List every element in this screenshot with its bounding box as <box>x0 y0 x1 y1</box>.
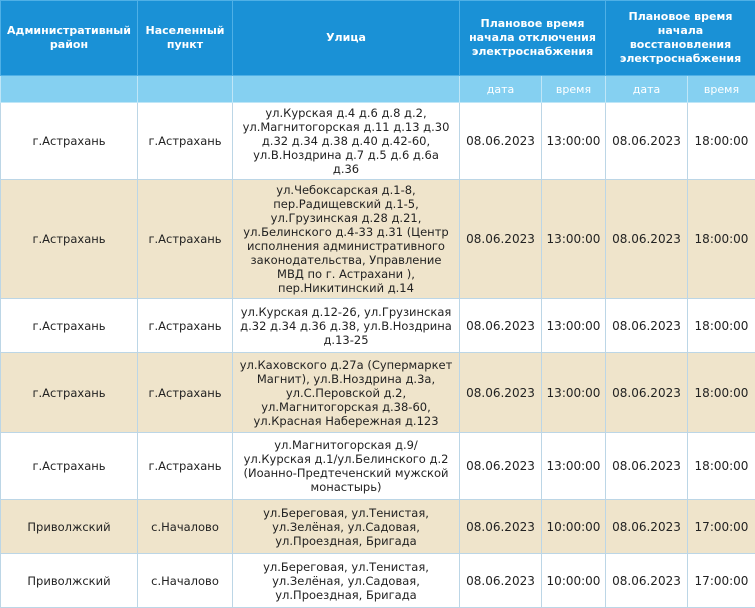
cell-district: г.Астрахань <box>1 103 138 180</box>
cell-off-time: 13:00:00 <box>542 299 606 353</box>
cell-street: ул.Курская д.12-26, ул.Грузинская д.32 д.34 д.36 д.38, ул.В.Ноздрина д.13-25 <box>233 299 460 353</box>
subheader-empty <box>233 76 460 103</box>
cell-on-date: 08.06.2023 <box>606 353 688 433</box>
cell-district: Приволжский <box>1 554 138 608</box>
table-row <box>1 353 755 433</box>
table-row <box>1 103 755 180</box>
cell-settlement: г.Астрахань <box>138 353 233 433</box>
cell-street: ул.Магнитогорская д.9/ ул.Курская д.1/ул.Белинского д.2 (Иоанно-Предтеченский мужской монастырь) <box>233 433 460 500</box>
cell-on-date: 08.06.2023 <box>606 103 688 180</box>
cell-settlement: г.Астрахань <box>138 103 233 180</box>
cell-on-time: 18:00:00 <box>688 180 755 299</box>
cell-on-time: 17:00:00 <box>688 500 755 554</box>
cell-off-time: 13:00:00 <box>542 353 606 433</box>
cell-on-date: 08.06.2023 <box>606 180 688 299</box>
cell-district: г.Астрахань <box>1 353 138 433</box>
cell-settlement: с.Началово <box>138 500 233 554</box>
cell-off-time: 13:00:00 <box>542 180 606 299</box>
subheader-off-time: время <box>542 76 606 103</box>
subheader-empty <box>1 76 138 103</box>
cell-off-time: 10:00:00 <box>542 500 606 554</box>
cell-street: ул.Береговая, ул.Тенистая, ул.Зелёная, ул.Садовая, ул.Проездная, Бригада <box>233 554 460 608</box>
cell-district: г.Астрахань <box>1 299 138 353</box>
cell-settlement: г.Астрахань <box>138 299 233 353</box>
cell-settlement: г.Астрахань <box>138 180 233 299</box>
column-header-outage-start: Плановое время начала отключения электроснабжения <box>460 1 606 76</box>
cell-district: Приволжский <box>1 500 138 554</box>
cell-off-date: 08.06.2023 <box>460 103 542 180</box>
subheader-off-date: дата <box>460 76 542 103</box>
table-row <box>1 500 755 554</box>
cell-street: ул.Береговая, ул.Тенистая, ул.Зелёная, ул.Садовая, ул.Проездная, Бригада <box>233 500 460 554</box>
cell-off-date: 08.06.2023 <box>460 299 542 353</box>
cell-on-time: 17:00:00 <box>688 554 755 608</box>
table-row <box>1 433 755 500</box>
cell-on-date: 08.06.2023 <box>606 433 688 500</box>
cell-settlement: с.Началово <box>138 554 233 608</box>
table-header <box>1 1 755 103</box>
cell-district: г.Астрахань <box>1 180 138 299</box>
cell-on-time: 18:00:00 <box>688 353 755 433</box>
cell-off-time: 13:00:00 <box>542 433 606 500</box>
cell-district: г.Астрахань <box>1 433 138 500</box>
table-row <box>1 554 755 608</box>
cell-on-time: 18:00:00 <box>688 103 755 180</box>
column-header-district: Административный район <box>1 1 138 76</box>
cell-on-date: 08.06.2023 <box>606 500 688 554</box>
table-row <box>1 180 755 299</box>
cell-off-date: 08.06.2023 <box>460 433 542 500</box>
column-header-restore: Плановое время начала восстановления электроснабжения <box>606 1 755 76</box>
cell-off-date: 08.06.2023 <box>460 180 542 299</box>
cell-off-time: 13:00:00 <box>542 103 606 180</box>
cell-street: ул.Каховского д.27а (Супермаркет Магнит), ул.В.Ноздрина д.3а, ул.С.Перовской д.2, ул.Магнитогорская д.38-60, ул.Красная Набережная д.123 <box>233 353 460 433</box>
cell-off-date: 08.06.2023 <box>460 554 542 608</box>
cell-off-date: 08.06.2023 <box>460 500 542 554</box>
cell-street: ул.Чебоксарская д.1-8, пер.Радищевский д.1-5, ул.Грузинская д.28 д.21, ул.Белинского д.4-33 д.31 (Центр исполнения административного законодательства, Управление МВД по г. Астрахани ), пер.Никитинский д.14 <box>233 180 460 299</box>
subheader-empty <box>138 76 233 103</box>
cell-off-time: 10:00:00 <box>542 554 606 608</box>
table-body <box>1 103 755 608</box>
cell-on-date: 08.06.2023 <box>606 299 688 353</box>
cell-off-date: 08.06.2023 <box>460 353 542 433</box>
cell-street: ул.Курская д.4 д.6 д.8 д.2, ул.Магнитогорская д.11 д.13 д.30 д.32 д.34 д.38 д.40 д.42-60, ул.В.Ноздрина д.7 д.5 д.6 д.6а д.36 <box>233 103 460 180</box>
subheader-on-time: время <box>688 76 755 103</box>
cell-on-time: 18:00:00 <box>688 433 755 500</box>
table-row <box>1 299 755 353</box>
column-header-settlement: Населенный пункт <box>138 1 233 76</box>
cell-settlement: г.Астрахань <box>138 433 233 500</box>
column-header-street: Улица <box>233 1 460 76</box>
cell-on-time: 18:00:00 <box>688 299 755 353</box>
subheader-on-date: дата <box>606 76 688 103</box>
cell-on-date: 08.06.2023 <box>606 554 688 608</box>
